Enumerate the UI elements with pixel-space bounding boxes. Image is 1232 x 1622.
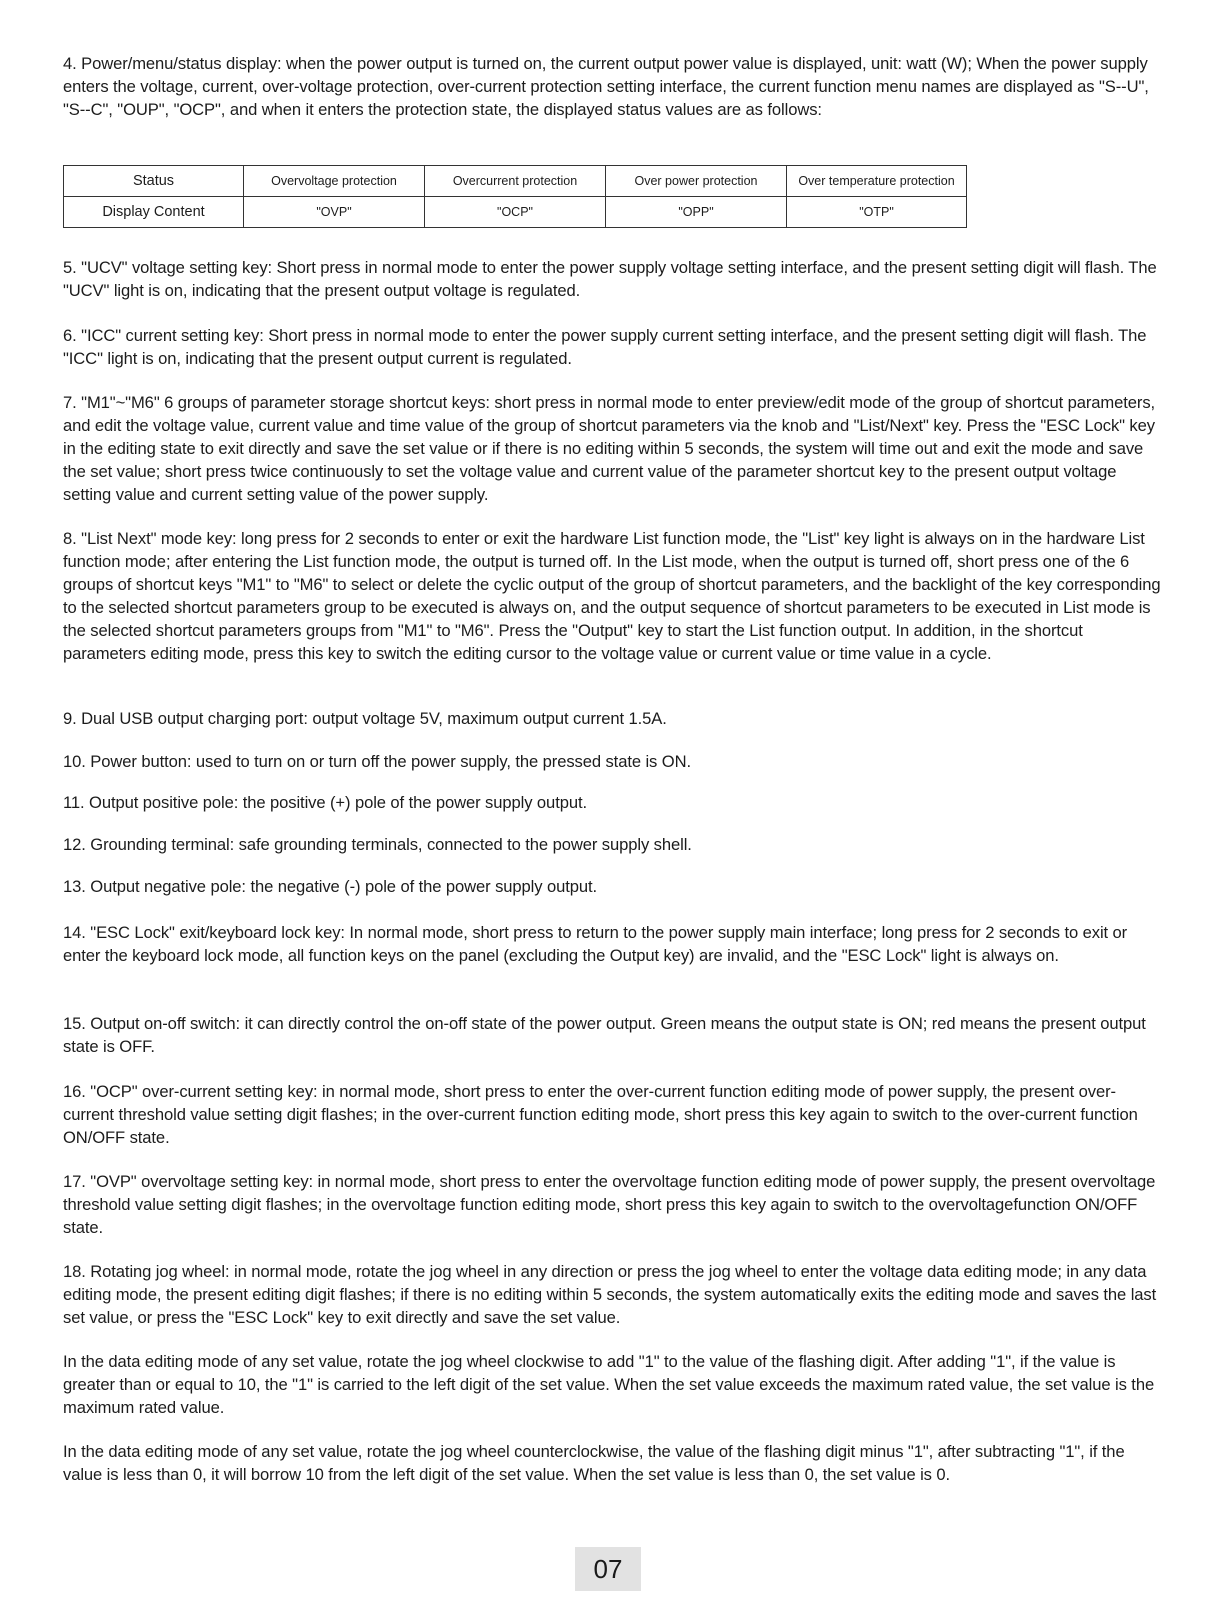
item-16-ocp-key: 16. "OCP" over-current setting key: in normal mode, short press to enter the over-current function editing mode of power supply, the present over-current threshold value setting digit flashes; in the over-current function editing mode, short press this key again to switch to the over-current function ON/OFF state. [63,1082,1138,1147]
item-15-output-switch: 15. Output on-off switch: it can directly control the on-off state of the power output. Green means the output state is ON; red means the present output state is OFF. [63,1014,1146,1056]
table-cell-ocp: "OCP" [425,197,606,228]
table-header-status: Status [64,166,244,197]
table-header-overpower: Over power protection [606,166,787,197]
item-10-power-button: 10. Power button: used to turn on or turn off the power supply, the pressed state is ON. [63,752,691,771]
item-8-list-next-key: 8. "List Next" mode key: long press for 2 seconds to enter or exit the hardware List function mode, the "List" key light is always on in the hardware List function mode; after entering the List function mode, the output is turned off. In the List mode, when the output is turned off, short press one of the 6 groups of shortcut keys "M1" to "M6" to select or delete the cyclic output of the group of shortcut parameters, and the backlight of the key corresponding to the selected shortcut parameters group to be executed is always on, and the output sequence of shortcut parameters to be executed in List mode is the selected shortcut parameters groups from "M1" to "M6". Press the "Output" key to start the List function output. In addition, in the shortcut parameters editing mode, press this key to switch the editing cursor to the voltage value or current value or time value in a cycle. [63,529,1161,663]
item-18-jog-wheel: 18. Rotating jog wheel: in normal mode, rotate the jog wheel in any direction or press the jog wheel to enter the voltage data editing mode; in any data editing mode, the present editing digit flashes; if there is no editing within 5 seconds, the system automatically exits the editing mode and saves the last set value, or press the "ESC Lock" key to exit directly and save the set value. [63,1262,1157,1327]
table-row [64,197,967,228]
item-17-ovp-key: 17. "OVP" overvoltage setting key: in normal mode, short press to enter the overvoltage function editing mode of power supply, the present overvoltage threshold value setting digit flashes; in the overvoltage function editing mode, short press this key again to switch to the overvoltagefunction ON/OFF state. [63,1172,1156,1237]
table-cell-opp: "OPP" [606,197,787,228]
page-number: 07 [575,1547,641,1591]
item-14-esc-lock-key: 14. "ESC Lock" exit/keyboard lock key: In normal mode, short press to return to the power supply main interface; long press for 2 seconds to exit or enter the keyboard lock mode, all function keys on the panel (excluding the Output key) are invalid, and the "ESC Lock" light is always on. [63,923,1128,965]
table-cell-otp: "OTP" [787,197,967,228]
table-cell-ovp: "OVP" [244,197,425,228]
item-6-icc-key: 6. "ICC" current setting key: Short press in normal mode to enter the power supply current setting interface, and the present setting digit will flash. The "ICC" light is on, indicating that the present output current is regulated. [63,326,1147,368]
item-12-grounding-terminal: 12. Grounding terminal: safe grounding terminals, connected to the power supply shell. [63,835,692,854]
table-cell-display-content: Display Content [64,197,244,228]
table-header-overvoltage: Overvoltage protection [244,166,425,197]
item-5-ucv-key: 5. "UCV" voltage setting key: Short press in normal mode to enter the power supply voltage setting interface, and the present setting digit will flash. The "UCV" light is on, indicating that the present output voltage is regulated. [63,258,1157,300]
jog-wheel-counterclockwise-note: In the data editing mode of any set value, rotate the jog wheel counterclockwise, the value of the flashing digit minus "1", after subtracting "1", if the value is less than 0, it will borrow 10 from the left digit of the set value. When the set value is less than 0, the set value is 0. [63,1442,1125,1484]
status-display-table [63,165,967,228]
item-7-shortcut-keys: 7. "M1"~"M6" 6 groups of parameter storage shortcut keys: short press in normal mode to enter preview/edit mode of the group of shortcut parameters, and edit the voltage value, current value and time value of the group of shortcut parameters via the knob and "List/Next" key. Press the "ESC Lock" key in the editing state to exit directly and save the set value or if there is no editing within 5 seconds, the system will time out and exit the mode and save the set value; short press twice continuously to set the voltage value and current value of the parameter shortcut key to the present output voltage setting value and current setting value of the power supply. [63,393,1156,504]
table-header-overcurrent: Overcurrent protection [425,166,606,197]
item-9-usb-port: 9. Dual USB output charging port: output voltage 5V, maximum output current 1.5A. [63,709,667,728]
jog-wheel-clockwise-note: In the data editing mode of any set value, rotate the jog wheel clockwise to add "1" to the value of the flashing digit. After adding "1", if the value is greater than or equal to 10, the "1" is carried to the left digit of the set value. When the set value exceeds the maximum rated value, the set value is the maximum rated value. [63,1352,1155,1417]
table-header-overtemperature: Over temperature protection [787,166,967,197]
table-header-row [64,166,967,197]
item-11-positive-pole: 11. Output positive pole: the positive (+) pole of the power supply output. [63,793,587,812]
item-13-negative-pole: 13. Output negative pole: the negative (-) pole of the power supply output. [63,877,597,896]
item-4-display-description: 4. Power/menu/status display: when the power output is turned on, the current output power value is displayed, unit: watt (W); When the power supply enters the voltage, current, over-voltage protection, over-current protection setting interface, the current function menu names are displayed as "S--U", "S--C", "OUP", "OCP", and when it enters the protection state, the displayed status values are as follows: [63,54,1149,119]
